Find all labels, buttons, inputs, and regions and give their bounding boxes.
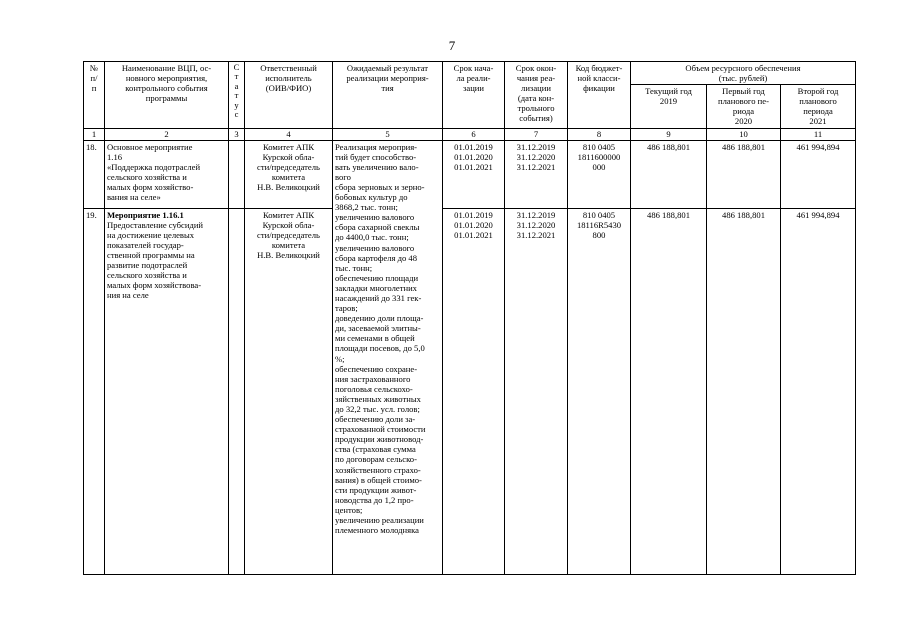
row-end-date: 31.12.2019 31.12.2020 31.12.2021 xyxy=(505,208,568,574)
column-number: 9 xyxy=(631,128,707,140)
column-number: 6 xyxy=(443,128,505,140)
row-status xyxy=(229,208,245,574)
program-table xyxy=(83,61,856,575)
column-number: 5 xyxy=(333,128,443,140)
row-start-date: 01.01.2019 01.01.2020 01.01.2021 xyxy=(443,208,505,574)
header-start: Срок нача- ла реали- зации xyxy=(443,62,505,129)
row-current-year-amount: 486 188,801 xyxy=(631,208,707,574)
expected-result: Реализация мероприя- тий будет способство- вать увеличению вало- вого сбора зерновых и зерно- бобовых культур до 3868,2 тыс. тонн; увеличению валового сбора сахарной свеклы до 4400,0 тыс. тонн; увеличению валового сбора картофеля до 48 тыс. тонн; обеспечению площади закладки многолетних насаждений до 331 гек- таров; доведению доли площа- ди, засеваемой элитны- ми семенами в общей площади посевов, до 5,0 %; обеспечению сохране- ния застрахованного поголовья сельскохо- зяйственных животных до 32,2 тыс. усл. голов; обеспечению доли за- страхованной стоимости продукции животновод- ства (страховая сумма по договорам сельско- хозяйственного страхо- вания) в общей стоимо- сти продукции живот- новодства до 1,2 про- центов; увеличению реализации племенного молодняка xyxy=(333,140,443,574)
header-row-1 xyxy=(84,62,856,85)
header-end: Срок окон- чания реа- лизации (дата кон- трольного события) xyxy=(505,62,568,129)
header-name: Наименование ВЦП, ос- новного мероприятия, контрольного события программы xyxy=(105,62,229,129)
table-row xyxy=(84,208,856,574)
page-number: 7 xyxy=(448,38,456,53)
column-number: 3 xyxy=(229,128,245,140)
column-number-row xyxy=(84,128,856,140)
row-first-year-amount: 486 188,801 xyxy=(707,140,781,208)
row-current-year-amount: 486 188,801 xyxy=(631,140,707,208)
row-description: Предоставление субсидий на достижение целевых показателей государ- ственной программы на развитие подотраслей сельского хозяйства и малых форм хозяйствова- ния на селе xyxy=(107,219,204,301)
row-second-year-amount: 461 994,894 xyxy=(781,208,856,574)
row-budget-code: 810 0405 1811600000 000 xyxy=(568,140,631,208)
column-number: 10 xyxy=(707,128,781,140)
header-first-year: Первый год планового пе- риода 2020 xyxy=(707,85,781,128)
row-first-year-amount: 486 188,801 xyxy=(707,208,781,574)
row-number: 19. xyxy=(84,208,105,574)
header-status: С т а т у с xyxy=(229,62,245,129)
row-number: 18. xyxy=(84,140,105,208)
row-title: Мероприятие 1.16.1 xyxy=(107,209,184,220)
column-number: 7 xyxy=(505,128,568,140)
row-title-cell xyxy=(105,208,229,574)
row-responsible: Комитет АПК Курской обла- сти/председатель комитета Н.В. Великоцкий xyxy=(245,140,333,208)
header-current-year: Текущий год 2019 xyxy=(631,85,707,128)
row-end-date: 31.12.2019 31.12.2020 31.12.2021 xyxy=(505,140,568,208)
row-status xyxy=(229,140,245,208)
row-start-date: 01.01.2019 01.01.2020 01.01.2021 xyxy=(443,140,505,208)
row-second-year-amount: 461 994,894 xyxy=(781,140,856,208)
header-responsible: Ответственный исполнитель (ОИВ/ФИО) xyxy=(245,62,333,129)
column-number: 1 xyxy=(84,128,105,140)
column-number: 2 xyxy=(105,128,229,140)
column-number: 11 xyxy=(781,128,856,140)
header-budget-code: Код бюджет- ной класси- фикации xyxy=(568,62,631,129)
column-number: 4 xyxy=(245,128,333,140)
header-resources: Объем ресурсного обеспечения (тыс. рублей) xyxy=(631,62,856,85)
row-responsible: Комитет АПК Курской обла- сти/председатель комитета Н.В. Великоцкий xyxy=(245,208,333,574)
header-num: № п/ п xyxy=(84,62,105,129)
header-second-year: Второй год планового периода 2021 xyxy=(781,85,856,128)
table-row xyxy=(84,140,856,208)
column-number: 8 xyxy=(568,128,631,140)
row-budget-code: 810 0405 18116R5430 800 xyxy=(568,208,631,574)
row-title: Основное мероприятие 1.16 «Поддержка подотраслей сельского хозяйства и малых форм хозяйство- вания на селе» xyxy=(105,140,229,208)
header-result: Ожидаемый результат реализации мероприя- тия xyxy=(333,62,443,129)
